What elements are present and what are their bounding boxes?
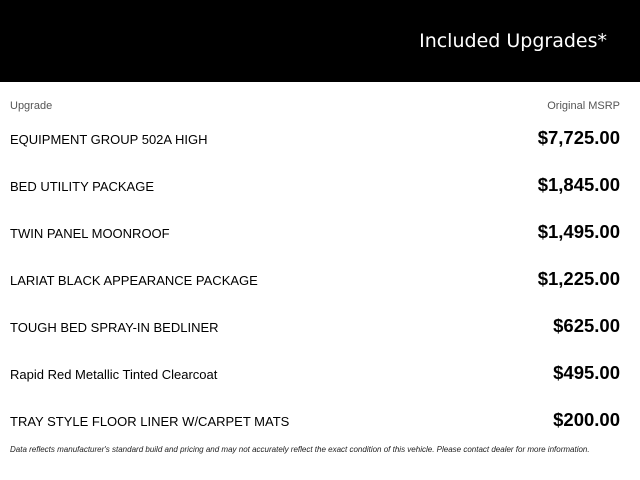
upgrade-row — [0, 304, 640, 351]
header-banner — [0, 0, 640, 82]
upgrade-name: Rapid Red Metallic Tinted Clearcoat — [10, 367, 218, 382]
upgrade-name: TWIN PANEL MOONROOF — [10, 226, 170, 241]
page-title: Included Upgrades* — [419, 30, 607, 52]
upgrade-price: $495.00 — [553, 362, 620, 383]
upgrade-name: BED UTILITY PACKAGE — [10, 179, 155, 194]
upgrade-name: TOUGH BED SPRAY-IN BEDLINER — [10, 320, 219, 335]
upgrade-name: EQUIPMENT GROUP 502A HIGH — [10, 132, 208, 147]
upgrade-price: $1,225.00 — [537, 268, 620, 289]
upgrade-price: $200.00 — [553, 409, 620, 430]
upgrade-row — [0, 163, 640, 210]
column-header-upgrade: Upgrade — [10, 100, 53, 112]
upgrade-price: $7,725.00 — [537, 127, 620, 148]
upgrade-price: $1,845.00 — [537, 174, 620, 195]
upgrade-name: LARIAT BLACK APPEARANCE PACKAGE — [10, 273, 258, 288]
upgrades-list — [0, 116, 640, 445]
disclaimer-text: Data reflects manufacturer's standard build and pricing and may not accurately reflect the exact condition of this vehicle. Please contact dealer for more information. — [10, 445, 590, 454]
upgrade-row — [0, 351, 640, 398]
upgrade-price: $625.00 — [553, 315, 620, 336]
upgrade-name: TRAY STYLE FLOOR LINER W/CARPET MATS — [10, 414, 290, 429]
upgrade-row — [0, 257, 640, 304]
column-header-msrp: Original MSRP — [547, 100, 620, 112]
upgrade-price: $1,495.00 — [537, 221, 620, 242]
upgrade-row — [0, 116, 640, 163]
upgrade-row — [0, 398, 640, 445]
upgrade-row — [0, 210, 640, 257]
